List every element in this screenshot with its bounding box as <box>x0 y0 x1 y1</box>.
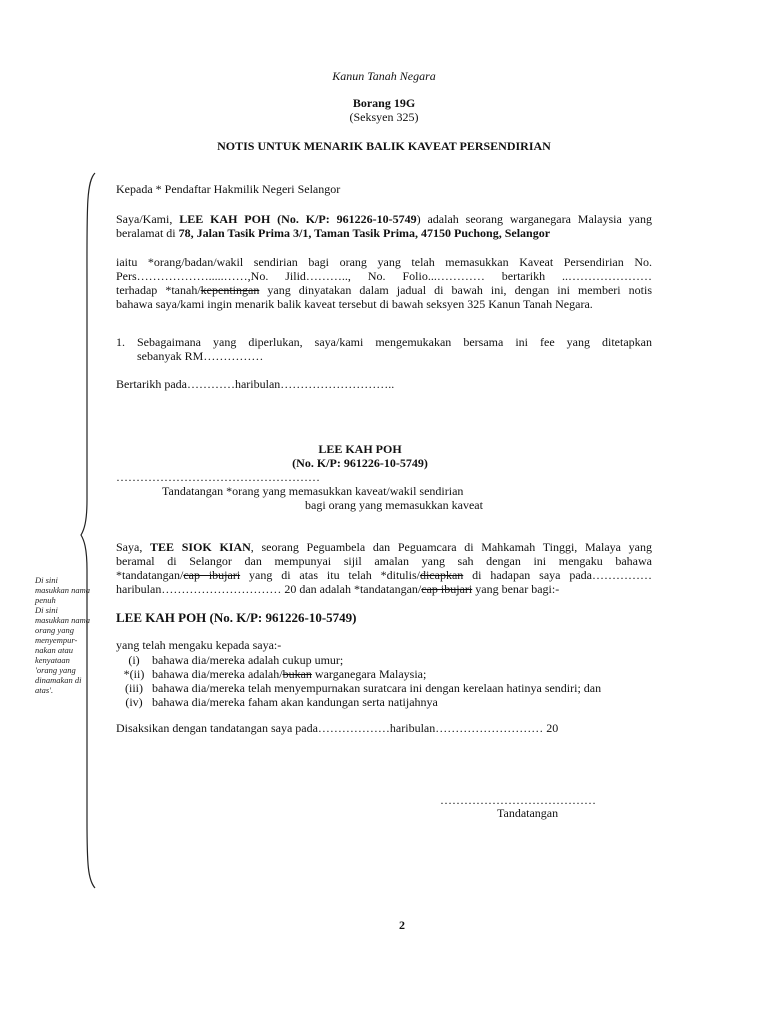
section-reference: (Seksyen 325) <box>349 110 419 124</box>
dated-line: Bertarikh pada…………haribulan……………………….. <box>116 377 395 391</box>
advocate-name: TEE SIOK KIAN <box>150 540 251 554</box>
margin-brace <box>80 170 100 892</box>
attestation-lead: Saya, <box>116 540 151 554</box>
attestation-line-1 <box>116 540 652 555</box>
signature-option: *tandatangan/ <box>116 568 184 582</box>
acknowledgement-item-number: (i) <box>128 653 140 667</box>
address-lead: beralamat di <box>116 226 179 240</box>
fee-item-number: 1. <box>116 335 125 349</box>
signatory-dots: …………………………………………… <box>116 470 320 484</box>
acknowledgement-item-text: bahawa dia/mereka adalah/ <box>152 667 283 681</box>
stamped-struck: dicapkan <box>419 568 464 582</box>
fee-line-2: sebanyak RM…………… <box>137 349 264 363</box>
caveat-land-text: terhadap *tanah/ <box>116 283 201 297</box>
acknowledgement-item-number: *(ii) <box>123 667 145 681</box>
caveat-line-4: bahawa saya/kami ingin menarik balik kaveat tersebut di bawah seksyen 325 Kanun Tanah Negara. <box>116 297 593 311</box>
form-number: Borang 19G <box>352 96 416 110</box>
declarant-name-id: LEE KAH POH (No. K/P: 961226-10-5749 <box>179 212 417 226</box>
acknowledgement-intro: yang telah mengaku kepada saya:- <box>116 638 282 652</box>
acknowledgement-item-text-end: warganegara Malaysia; <box>311 667 427 681</box>
caveat-line-3 <box>116 283 652 298</box>
witness-line: Disaksikan dengan tandatangan saya pada………………haribulan……………………… 20 <box>116 721 559 735</box>
thumbprint-struck: cap ibujari <box>183 568 241 582</box>
acknowledgement-item <box>116 695 652 710</box>
notice-title: NOTIS UNTUK MENARIK BALIK KAVEAT PERSENDIRIAN <box>217 139 551 153</box>
day-year-text: haribulan………………………… 20 dan adalah *tandatangan/ <box>116 582 422 596</box>
acknowledgement-item <box>116 681 652 696</box>
final-signature-label: Tandatangan <box>497 806 559 820</box>
caveat-folio-field: No. Folio...………… <box>367 269 485 283</box>
caveat-notice-text: yang dinyatakan dalam jadual di bawah ini, dengan ini memberi notis <box>259 283 652 297</box>
declarant-address: 78, Jalan Tasik Prima 3/1, Taman Tasik Prima, 47150 Puchong, Selangor <box>178 226 551 240</box>
addressee-line <box>116 182 652 197</box>
declarant-lead: Saya/Kami, <box>116 212 180 226</box>
acknowledgement-item-number: (iii) <box>125 681 143 695</box>
caveat-line-2 <box>116 269 652 284</box>
addressee-text: Kepada * Pendaftar Hakmilik Negeri Selangor <box>116 182 341 196</box>
caveat-interest-struck: kepentingan <box>200 283 260 297</box>
margin-note-signer: Di sini masukkan nama orang yang menyempur-nakan atau kenyataan 'orang yang dinamakan di atas'. <box>35 605 91 695</box>
acknowledgement-item <box>116 667 652 682</box>
page-number: 2 <box>399 918 405 932</box>
acknowledgement-item-number: (iv) <box>125 695 143 709</box>
declarant-line-2 <box>116 226 652 241</box>
attestation-role: , seorang Peguambela dan Peguamcara di Mahkamah Tinggi, Malaya yang <box>250 540 652 554</box>
caveat-line-1: iaitu *orang/badan/wakil sendirian bagi orang yang telah memasukkan Kaveat Persendirian No. <box>116 255 652 269</box>
acknowledgement-item-struck: bukan <box>282 667 312 681</box>
fee-line-1: Sebagaimana yang diperlukan, saya/kami mengemukakan bersama ini fee yang ditetapkan <box>137 335 652 349</box>
acknowledgement-item-text: bahawa dia/mereka adalah cukup umur; <box>152 653 344 667</box>
attestation-line-3 <box>116 568 652 583</box>
thumbprint-struck-2: cap ibujari <box>421 582 473 596</box>
signatory-id: (No. K/P: 961226-10-5749) <box>292 456 428 470</box>
attested-person: LEE KAH POH (No. K/P: 961226-10-5749) <box>116 610 357 625</box>
declarant-after-name: adalah seorang warganegara Malaysia yang <box>420 212 652 226</box>
declarant-line-1 <box>116 212 652 227</box>
margin-note-full-name: Di sini masukkan nama penuh <box>35 575 91 605</box>
signatory-caption-2: bagi orang yang memasukkan kaveat <box>305 498 483 512</box>
final-signature-dots: ………………………………… <box>440 793 596 807</box>
written-text: yang di atas itu telah *ditulis/ <box>240 568 420 582</box>
attestation-line-4 <box>116 582 652 597</box>
attestation-line-2: beramal di Selangor dan mempunyai sijil amalan yang sah dengan ini mengaku bahawa <box>116 554 652 568</box>
presence-date: di hadapan saya pada…………… <box>463 568 652 582</box>
caveat-date-field: bertarikh ..………………… <box>501 269 653 283</box>
act-title: Kanun Tanah Negara <box>332 69 436 83</box>
acknowledgement-item <box>116 653 652 668</box>
acknowledgement-item-text: bahawa dia/mereka telah menyempurnakan suratcara ini dengan kerelaan hatinya sendiri; dan <box>152 681 602 695</box>
declarant-close-paren: ) <box>416 212 421 226</box>
caveat-pers-field: Pers……………….....……,No. Jilid……….., <box>116 269 351 283</box>
signatory-name: LEE KAH POH <box>318 442 402 456</box>
signatory-caption-1: Tandatangan *orang yang memasukkan kaveat/wakil sendirian <box>162 484 464 498</box>
acknowledgement-item-text: bahawa dia/mereka faham akan kandungan serta natijahnya <box>152 695 438 709</box>
true-signature-text: yang benar bagi:- <box>472 582 560 596</box>
